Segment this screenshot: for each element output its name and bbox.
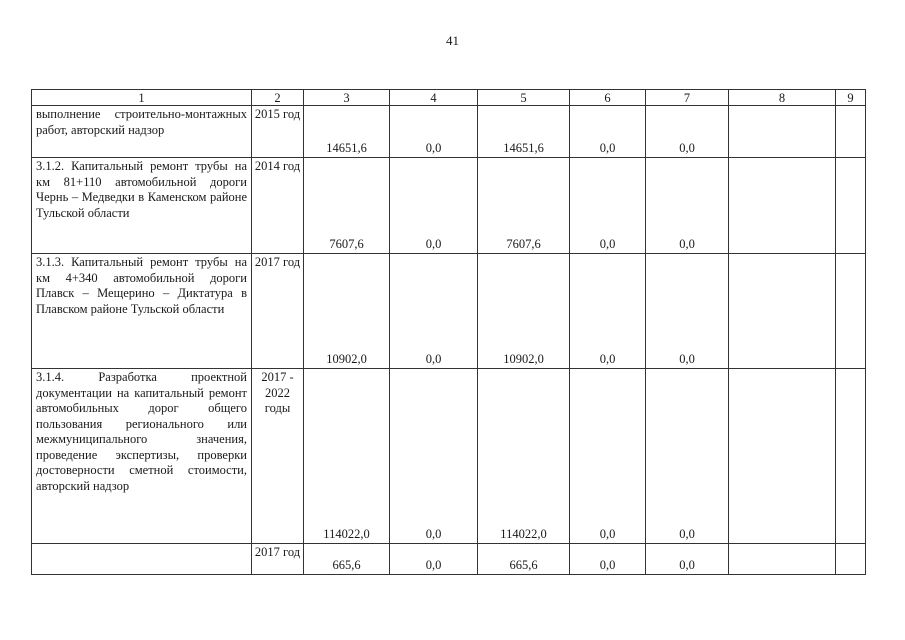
value-cell: 0,0 [390,158,478,254]
value-cell: 10902,0 [478,254,570,369]
value-cell: 114022,0 [304,369,390,544]
table-row [32,544,866,575]
value-cell [836,254,866,369]
value-cell [836,106,866,158]
header-cell: 5 [478,90,570,106]
value-cell [729,369,836,544]
description-cell: выполнение строительно-монтажных работ, авторский надзор [32,106,252,158]
header-cell: 2 [252,90,304,106]
budget-table [31,89,866,575]
description-cell [32,544,252,575]
description-cell: 3.1.4. Разработка проектной документации на капитальный ремонт автомобильных дорог общего пользования регионального или межмуниципального значения, проведение экспертизы, проверки достоверности сметной стоимости, авторский надзор [32,369,252,544]
value-cell: 0,0 [570,254,646,369]
header-cell: 1 [32,90,252,106]
year-cell: 2015 год [252,106,304,158]
value-cell [729,254,836,369]
value-cell: 0,0 [570,158,646,254]
year-cell: 2014 год [252,158,304,254]
value-cell: 0,0 [646,369,729,544]
value-cell: 7607,6 [304,158,390,254]
table-row [32,369,866,544]
value-cell: 665,6 [478,544,570,575]
year-cell: 2017 год [252,544,304,575]
value-cell: 0,0 [646,544,729,575]
value-cell: 10902,0 [304,254,390,369]
value-cell: 0,0 [390,106,478,158]
header-cell: 8 [729,90,836,106]
year-cell: 2017 - 2022 годы [252,369,304,544]
page-number: 41 [446,33,459,48]
value-cell: 665,6 [304,544,390,575]
table-row [32,106,866,158]
header-cell: 4 [390,90,478,106]
year-cell: 2017 год [252,254,304,369]
value-cell: 0,0 [570,369,646,544]
value-cell: 0,0 [390,254,478,369]
value-cell [729,544,836,575]
header-cell: 7 [646,90,729,106]
value-cell [729,106,836,158]
table-row [32,158,866,254]
value-cell: 14651,6 [478,106,570,158]
table-row [32,254,866,369]
value-cell: 0,0 [646,254,729,369]
value-cell: 14651,6 [304,106,390,158]
value-cell: 0,0 [390,369,478,544]
value-cell [836,158,866,254]
value-cell [836,369,866,544]
value-cell: 0,0 [570,544,646,575]
value-cell: 0,0 [646,158,729,254]
header-cell: 9 [836,90,866,106]
value-cell: 0,0 [390,544,478,575]
description-cell: 3.1.2. Капитальный ремонт трубы на км 81+110 автомобильной дороги Чернь – Медведки в Каменском районе Тульской области [32,158,252,254]
value-cell: 0,0 [646,106,729,158]
value-cell: 114022,0 [478,369,570,544]
value-cell [729,158,836,254]
header-cell: 3 [304,90,390,106]
value-cell [836,544,866,575]
value-cell: 0,0 [570,106,646,158]
value-cell: 7607,6 [478,158,570,254]
header-cell: 6 [570,90,646,106]
header-row [32,90,866,106]
description-cell: 3.1.3. Капитальный ремонт трубы на км 4+340 автомобильной дороги Плавск – Мещерино – Диктатура в Плавском районе Тульской области [32,254,252,369]
